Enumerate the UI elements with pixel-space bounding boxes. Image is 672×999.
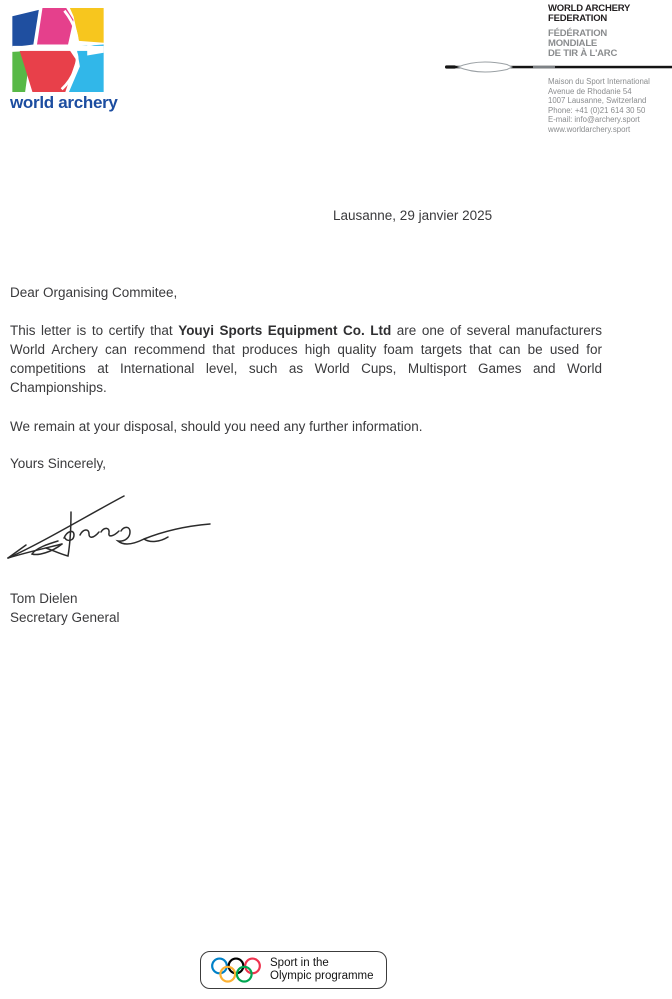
wordmark: world archery (10, 93, 118, 112)
body-paragraph-1 (10, 321, 602, 397)
company-name: Youyi Sports Equipment Co. Ltd (178, 323, 392, 338)
address-line: Avenue de Rhodanie 54 (548, 86, 632, 96)
federation-name-en: WORLD ARCHERY FEDERATION (548, 3, 631, 24)
federation-name-fr: FÉDÉRATION MONDIALE DE TIR À L'ARC (548, 28, 618, 59)
olympic-programme-badge (200, 951, 387, 989)
closing: Yours Sincerely, (10, 456, 107, 471)
body-paragraph-2: We remain at your disposal, should you need any further information. (10, 419, 423, 434)
address-line: 1007 Lausanne, Switzerland (548, 96, 647, 105)
world-archery-logo-icon (12, 8, 104, 92)
para1-before: This letter is to certify that (10, 323, 179, 338)
signer-name: Tom Dielen (10, 591, 78, 606)
olympic-rings-icon (210, 954, 262, 987)
signature (4, 486, 216, 562)
dateline: Lausanne, 29 janvier 2025 (333, 208, 493, 223)
badge-text: Sport in the Olympic programme (270, 957, 374, 982)
address-line: E-mail: info@archery.sport (548, 115, 640, 124)
para1-after: are one of several manufacturers World Archery can recommend that produces high quality foam targets that can be used for competitions at International level, such as World Cups, Multisport Games and World Championships. (10, 323, 602, 395)
salutation: Dear Organising Commitee, (10, 285, 178, 300)
signer-title: Secretary General (10, 610, 120, 625)
address-line: Maison du Sport International (548, 77, 650, 86)
address-line: www.worldarchery.sport (548, 124, 631, 134)
letterhead-address (548, 77, 650, 134)
address-line: Phone: +41 (0)21 614 30 50 (548, 105, 646, 115)
signoff-block (10, 589, 120, 627)
arrow-icon (445, 60, 672, 74)
